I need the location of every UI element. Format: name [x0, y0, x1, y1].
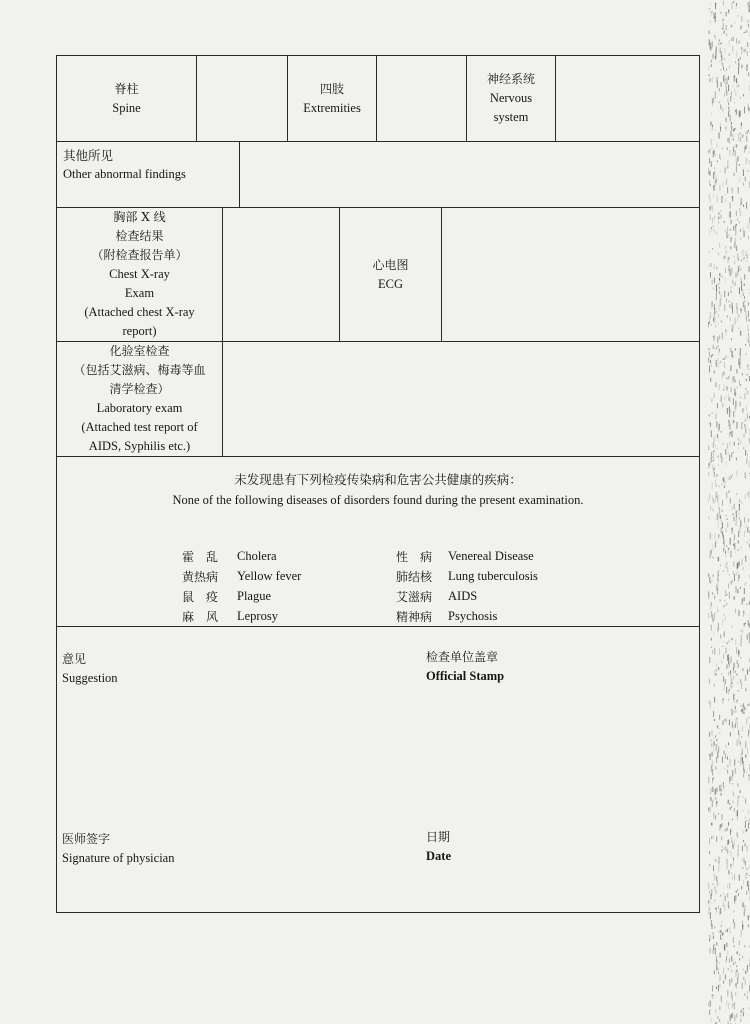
disease-item	[396, 566, 538, 586]
row-divider-5	[56, 626, 700, 627]
chest-line-1: 胸部 X 线	[113, 210, 166, 224]
other-label-en: Other abnormal findings	[63, 167, 186, 181]
declaration-zh: 未发现患有下列检疫传染病和危害公共健康的疾病：	[234, 472, 522, 487]
lab-line-5: (Attached test report of	[81, 420, 198, 434]
lab-line-2: （包括艾滋病、梅毒等血	[73, 363, 206, 377]
disease-en: Lung tuberculosis	[448, 568, 538, 583]
disease-item	[182, 606, 301, 626]
chest-xray-label	[57, 208, 222, 341]
declaration	[57, 470, 699, 510]
disease-list-left	[182, 546, 301, 626]
chest-line-7: report)	[122, 324, 157, 338]
lab-line-1: 化验室检查	[109, 344, 170, 358]
stamp-en: Official Stamp	[426, 669, 505, 683]
nervous-label-en-2: system	[493, 110, 529, 124]
disease-en: Cholera	[237, 548, 277, 563]
ecg-label-en: ECG	[378, 276, 403, 291]
lab-line-6: AIDS, Syphilis etc.)	[88, 439, 191, 453]
signature-zh: 医师签字	[62, 832, 111, 846]
disease-en: AIDS	[448, 588, 478, 603]
row-divider-4	[56, 456, 700, 457]
ecg-label-zh: 心电图	[372, 257, 409, 272]
disease-zh: 肺结核	[396, 569, 433, 584]
extremities-label-en: Extremities	[303, 100, 361, 115]
disease-en: Psychosis	[448, 608, 498, 623]
signature-en: Signature of physician	[62, 851, 175, 865]
extremities-label-zh: 四肢	[319, 81, 344, 96]
lab-line-3: 清学检查）	[109, 382, 170, 396]
disease-item	[182, 546, 301, 566]
nervous-system-value[interactable]	[556, 56, 699, 141]
date-label	[426, 828, 451, 866]
spine-label-zh: 脊柱	[114, 81, 139, 96]
other-label-zh: 其他所见	[63, 148, 114, 163]
stamp-zh: 检查单位盖章	[426, 650, 499, 664]
official-stamp-label	[426, 648, 504, 686]
disease-zh: 黄热病	[182, 569, 219, 584]
lab-exam-value[interactable]	[223, 342, 699, 456]
physician-signature-label	[62, 830, 174, 868]
suggestion-label	[62, 650, 118, 688]
suggestion-en: Suggestion	[62, 671, 118, 685]
disease-item	[182, 586, 301, 606]
disease-zh: 鼠 疫	[182, 589, 219, 604]
spine-value[interactable]	[197, 56, 287, 141]
disease-item	[182, 566, 301, 586]
suggestion-zh: 意见	[62, 652, 87, 666]
disease-en: Yellow fever	[237, 568, 302, 583]
ecg-label	[340, 208, 441, 341]
extremities-label	[288, 56, 376, 141]
disease-zh: 霍 乱	[182, 549, 219, 564]
form-bottom-border	[56, 912, 700, 913]
disease-en: Leprosy	[237, 608, 278, 623]
lab-line-4: Laboratory exam	[96, 401, 183, 415]
disease-zh: 性 病	[396, 549, 433, 564]
scan-edge-noise	[700, 0, 750, 1024]
suggestion-value[interactable]	[62, 690, 402, 820]
chest-line-6: (Attached chest X-ray	[84, 305, 195, 319]
date-en: Date	[426, 849, 451, 863]
disease-zh: 艾滋病	[396, 589, 433, 604]
date-value[interactable]	[470, 845, 670, 875]
physician-signature-value[interactable]	[200, 845, 400, 875]
lab-exam-label	[57, 342, 222, 456]
nervous-label-en-1: Nervous	[489, 91, 533, 105]
declaration-en: None of the following diseases of disorders found during the present examination.	[172, 493, 584, 507]
chest-line-3: （附检查报告单）	[91, 248, 188, 262]
nervous-label-zh: 神经系统	[486, 72, 535, 86]
official-stamp-area[interactable]	[426, 690, 686, 820]
disease-zh: 精神病	[396, 609, 433, 624]
extremities-value[interactable]	[377, 56, 466, 141]
form-right-border	[699, 55, 700, 913]
disease-zh: 麻 风	[182, 609, 219, 624]
spine-label-en: Spine	[112, 100, 141, 115]
disease-item	[396, 586, 538, 606]
spine-label	[57, 56, 196, 141]
other-findings-label	[63, 146, 238, 184]
ecg-value[interactable]	[442, 208, 699, 341]
disease-item	[396, 606, 538, 626]
chest-line-4: Chest X-ray	[109, 267, 170, 281]
chest-line-5: Exam	[124, 286, 155, 300]
disease-list-right	[396, 546, 538, 626]
chest-xray-value[interactable]	[223, 208, 339, 341]
other-findings-value[interactable]	[240, 142, 699, 207]
chest-line-2: 检查结果	[115, 229, 164, 243]
disease-en: Venereal Disease	[448, 548, 534, 563]
disease-item	[396, 546, 538, 566]
nervous-system-label	[467, 56, 555, 141]
disease-en: Plague	[237, 588, 272, 603]
date-zh: 日期	[426, 830, 451, 844]
